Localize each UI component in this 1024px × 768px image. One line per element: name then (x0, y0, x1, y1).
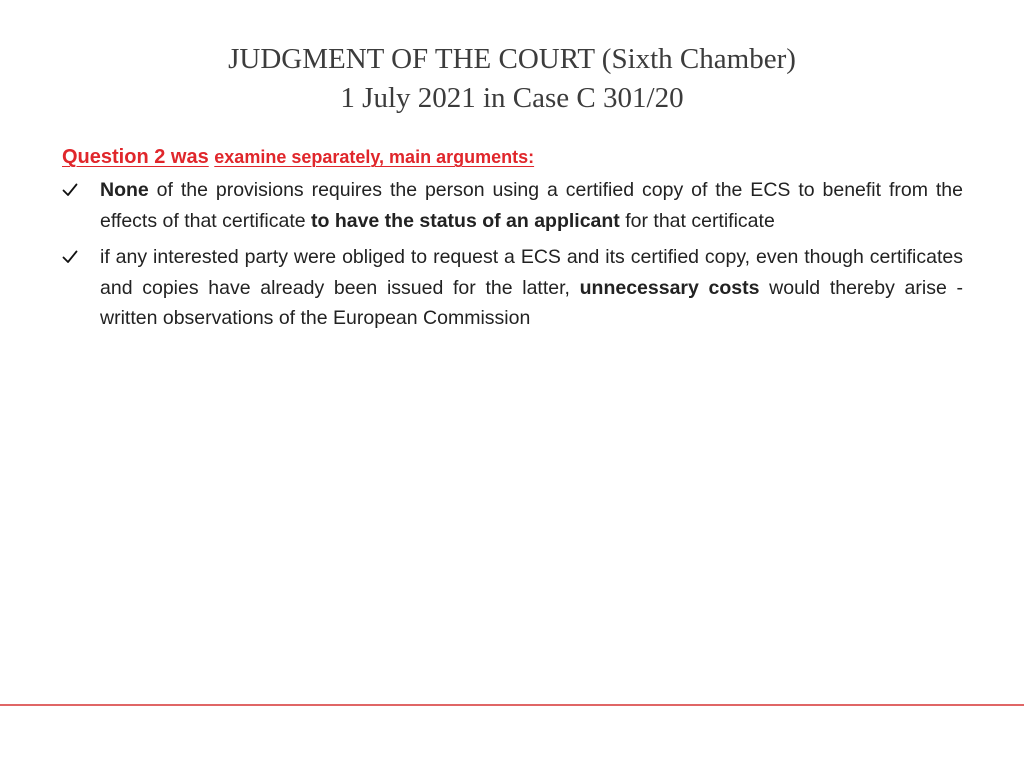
argument-2-text: if any interested party were obliged to request a ECS and its certified copy, even though certificates and copies have already been issued for the latter, (100, 246, 963, 299)
argument-list (62, 175, 963, 334)
question-subtitle: examine separately, main arguments: (214, 147, 535, 167)
argument-1-lead: None (100, 179, 149, 201)
check-icon (62, 175, 82, 205)
argument-1-text: of the provisions requires the person using a certified copy of the ECS to benefit from the effects of that certificate (100, 179, 963, 232)
argument-2-emphasis: unnecessary costs (579, 276, 760, 299)
footer-divider (0, 704, 1024, 706)
title-line-2: 1 July 2021 in Case C 301/20 (340, 82, 684, 114)
argument-item-1 (62, 175, 963, 236)
title-line-1: JUDGMENT OF THE COURT (Sixth Chamber) (228, 43, 796, 75)
question-label: Question 2 was (62, 146, 209, 168)
argument-item-2 (62, 242, 963, 334)
slide-body (62, 141, 963, 334)
argument-2-tail: would thereby arise - written observations of the European Commission (100, 276, 963, 329)
check-icon (62, 242, 82, 272)
slide-title (0, 40, 1024, 118)
argument-1-emphasis: to have the status of an applicant (311, 209, 620, 232)
argument-1-tail: for that certificate (619, 209, 775, 232)
question-heading (62, 141, 963, 173)
